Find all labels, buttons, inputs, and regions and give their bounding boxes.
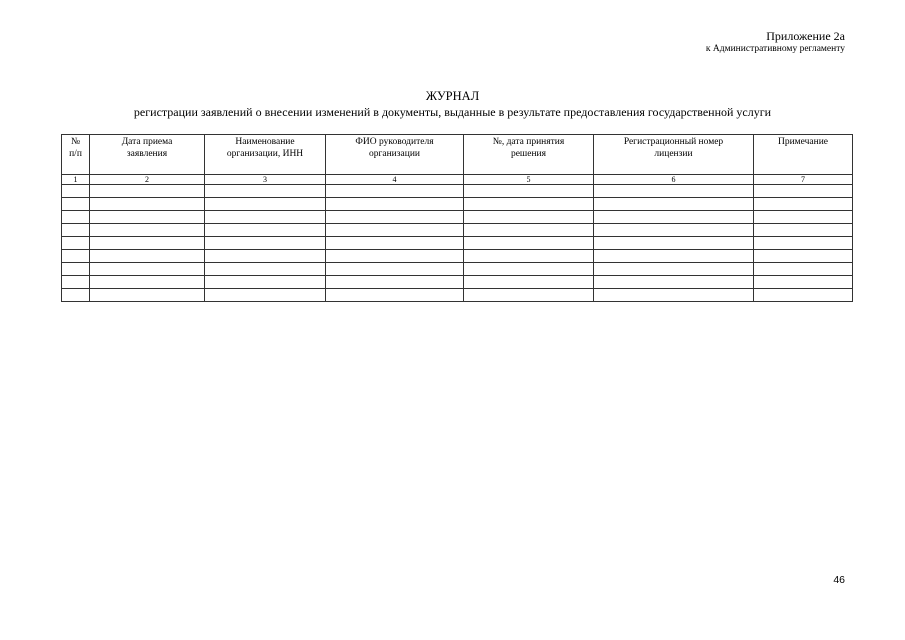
table-cell (464, 237, 594, 250)
journal-heading (0, 89, 905, 120)
table-cell (90, 263, 205, 276)
table-cell (62, 198, 90, 211)
column-number: 2 (90, 175, 205, 185)
column-number-row (62, 175, 853, 185)
table-cell (90, 211, 205, 224)
table-cell (326, 276, 464, 289)
table-cell (594, 224, 754, 237)
table-cell (205, 263, 326, 276)
table-cell (62, 211, 90, 224)
column-number: 5 (464, 175, 594, 185)
table-cell (464, 263, 594, 276)
table-row (62, 211, 853, 224)
table-cell (90, 276, 205, 289)
column-number: 3 (205, 175, 326, 185)
table-cell (205, 185, 326, 198)
table-cell (326, 211, 464, 224)
table-cell (62, 237, 90, 250)
table-cell (326, 198, 464, 211)
appendix-title: Приложение 2а (766, 29, 845, 43)
table-cell (90, 185, 205, 198)
table-row (62, 276, 853, 289)
header-cell-note: Примечание (754, 135, 853, 175)
header-cell-director: ФИО руководителя организации (326, 135, 464, 175)
table-cell (90, 237, 205, 250)
table-cell (62, 185, 90, 198)
table-cell (464, 250, 594, 263)
table-cell (62, 276, 90, 289)
table-cell (90, 224, 205, 237)
table-cell (594, 185, 754, 198)
table-cell (464, 185, 594, 198)
table-cell (594, 211, 754, 224)
table-cell (754, 276, 853, 289)
table-cell (205, 198, 326, 211)
table-row (62, 250, 853, 263)
table-cell (205, 250, 326, 263)
table-cell (754, 185, 853, 198)
table-cell (205, 224, 326, 237)
header-cell-organization: Наименование организации, ИНН (205, 135, 326, 175)
table-row (62, 289, 853, 302)
column-number: 7 (754, 175, 853, 185)
appendix-label (706, 30, 845, 55)
table-cell (754, 289, 853, 302)
table-cell (594, 237, 754, 250)
table-row (62, 185, 853, 198)
table-cell (205, 289, 326, 302)
table-cell (326, 237, 464, 250)
appendix-subtitle: к Административному регламенту (705, 43, 845, 54)
table-cell (62, 250, 90, 263)
table-cell (205, 211, 326, 224)
column-number: 4 (326, 175, 464, 185)
page-number: 46 (833, 574, 845, 586)
table-cell (90, 198, 205, 211)
table-cell (464, 211, 594, 224)
journal-title: ЖУРНАЛ (425, 89, 480, 103)
table-cell (464, 276, 594, 289)
table-cell (594, 276, 754, 289)
table-cell (464, 224, 594, 237)
table-cell (594, 198, 754, 211)
table-cell (594, 289, 754, 302)
table-cell (205, 237, 326, 250)
table-cell (62, 289, 90, 302)
table-row (62, 198, 853, 211)
journal-table (61, 134, 853, 302)
table-row (62, 224, 853, 237)
journal-subtitle: регистрации заявлений о внесении изменений в документы, выданные в результате предоставления государственной услуги (133, 104, 772, 119)
table-cell (594, 263, 754, 276)
table-cell (754, 237, 853, 250)
table-cell (754, 263, 853, 276)
header-cell-license: Регистрационный номер лицензии (594, 135, 754, 175)
table-cell (90, 289, 205, 302)
table-cell (464, 198, 594, 211)
table-cell (464, 289, 594, 302)
table-cell (754, 211, 853, 224)
table-cell (326, 263, 464, 276)
header-row (62, 135, 853, 175)
header-cell-decision: №, дата принятия решения (464, 135, 594, 175)
table-cell (754, 198, 853, 211)
table-cell (326, 185, 464, 198)
header-cell-number: № п/п (62, 135, 90, 175)
table-cell (90, 250, 205, 263)
table-row (62, 263, 853, 276)
table-cell (594, 250, 754, 263)
table-cell (205, 276, 326, 289)
column-number: 6 (594, 175, 754, 185)
table-cell (754, 250, 853, 263)
table-cell (754, 224, 853, 237)
table-row (62, 237, 853, 250)
table-cell (62, 224, 90, 237)
header-cell-date: Дата приема заявления (90, 135, 205, 175)
table-cell (326, 224, 464, 237)
column-number: 1 (62, 175, 90, 185)
table-cell (62, 263, 90, 276)
table-cell (326, 289, 464, 302)
table-cell (326, 250, 464, 263)
